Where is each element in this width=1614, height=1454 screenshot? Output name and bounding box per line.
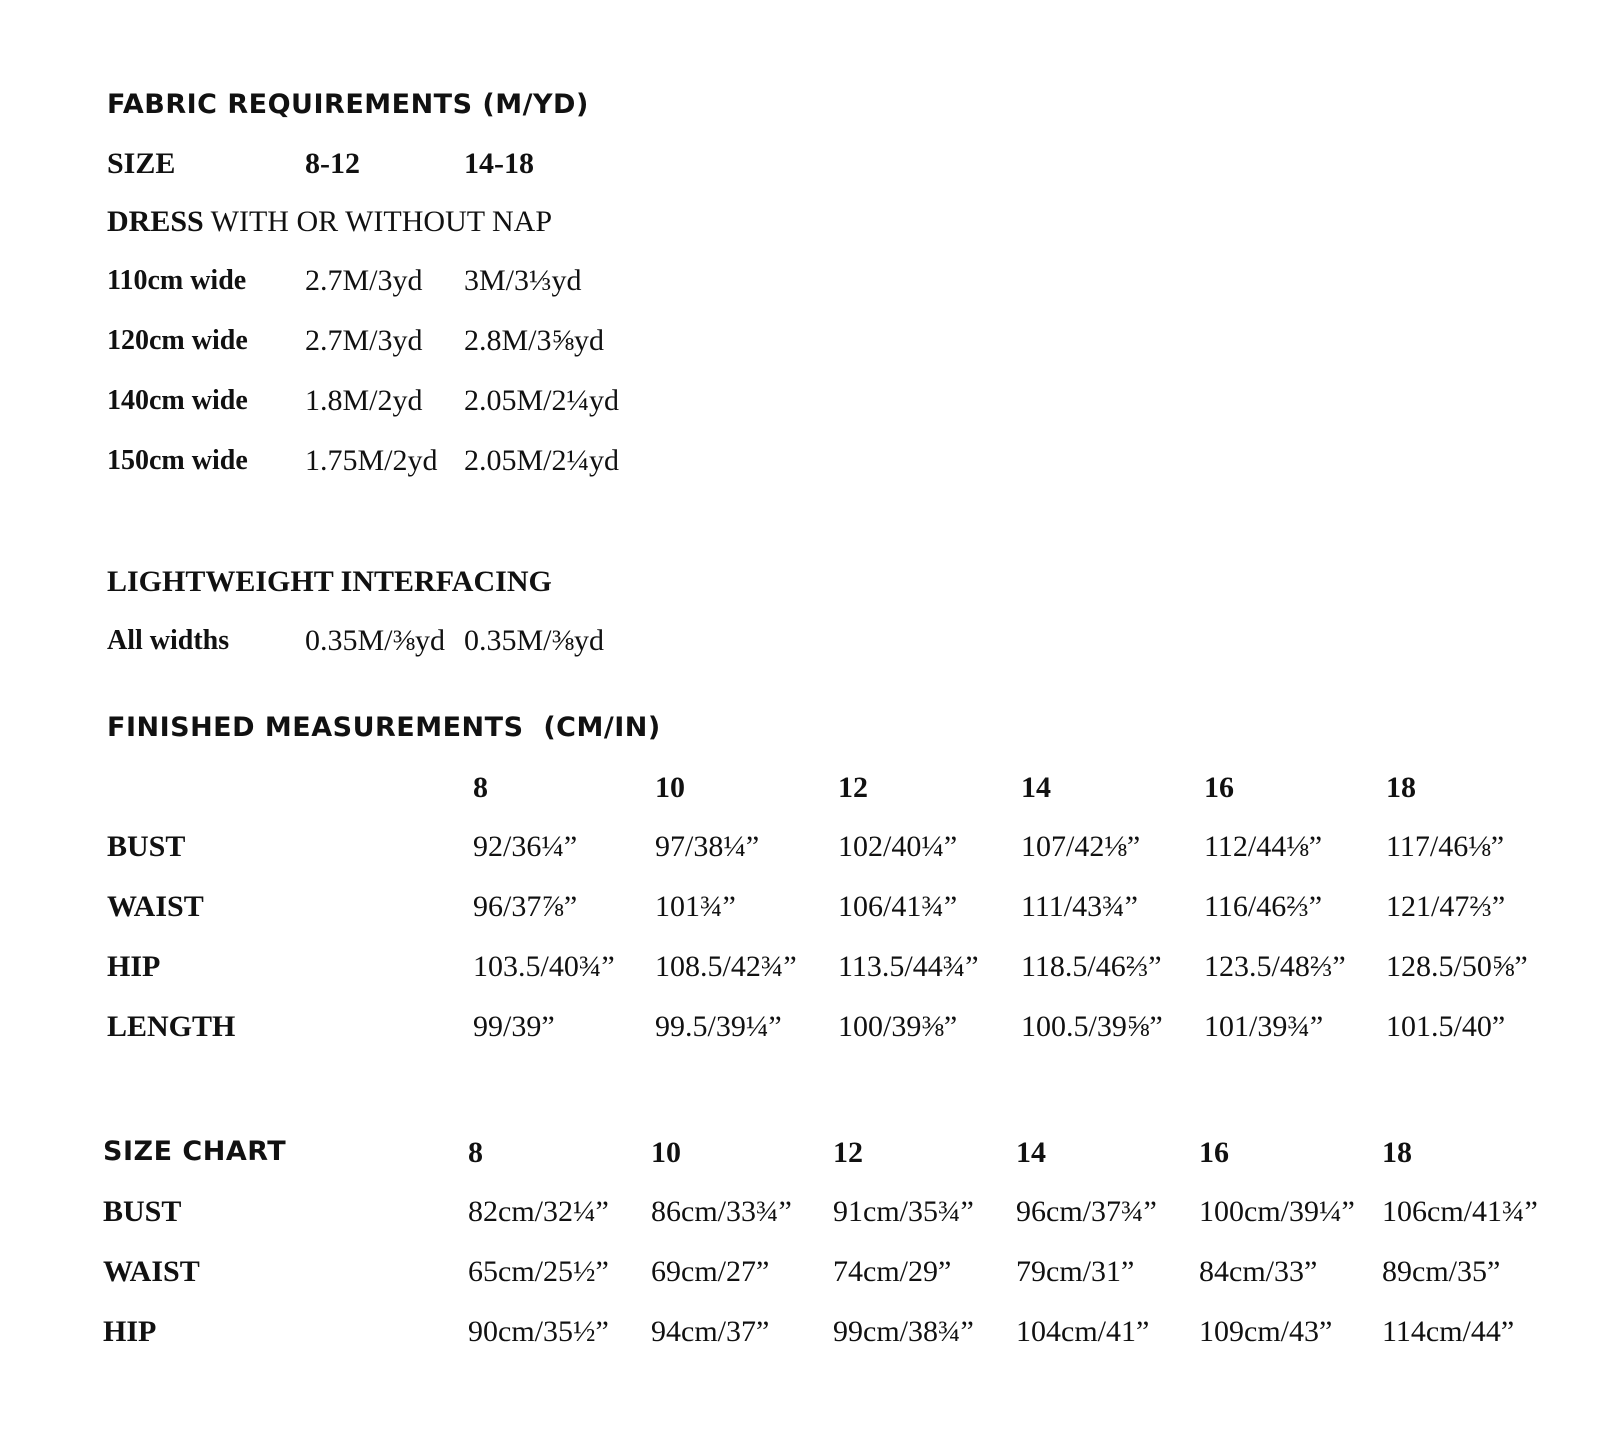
fabric-row-value: 2.05M/2¼yd	[464, 444, 620, 477]
fabric-row-value: 2.7M/3yd	[305, 324, 423, 357]
size-chart-size-header: 18	[1382, 1136, 1412, 1169]
fabric-row-value: 2.05M/2¼yd	[464, 384, 620, 417]
finished-row-label: BUST	[107, 830, 186, 863]
finished-size-header: 10	[655, 771, 685, 804]
fabric-row-value: 1.75M/2yd	[305, 444, 438, 477]
interfacing-row-label: All widths	[107, 625, 230, 656]
finished-size-header: 12	[838, 771, 868, 804]
finished-cell: 99/39”	[473, 1010, 555, 1043]
finished-size-header: 8	[473, 771, 488, 804]
finished-cell: 102/40¼”	[838, 830, 958, 863]
size-chart-cell: 99cm/38¾”	[833, 1315, 974, 1348]
dress-label-rest: WITH OR WITHOUT NAP	[203, 205, 553, 238]
size-chart-cell: 106cm/41¾”	[1382, 1195, 1538, 1228]
finished-cell: 111/43¾”	[1021, 890, 1138, 923]
size-chart-cell: 74cm/29”	[833, 1255, 952, 1288]
finished-cell: 121/47⅔”	[1386, 890, 1506, 923]
finished-size-header: 16	[1204, 771, 1234, 804]
size-chart-size-header: 14	[1016, 1136, 1046, 1169]
finished-cell: 100.5/39⅝”	[1021, 1010, 1163, 1043]
size-chart-row-label: HIP	[103, 1315, 157, 1348]
finished-cell: 108.5/42¾”	[655, 950, 797, 983]
finished-measurements-heading: FINISHED MEASUREMENTS (CM/IN)	[107, 712, 661, 743]
finished-cell: 101/39¾”	[1204, 1010, 1324, 1043]
size-chart-cell: 100cm/39¼”	[1199, 1195, 1355, 1228]
size-chart-cell: 96cm/37¾”	[1016, 1195, 1157, 1228]
size-chart-size-header: 12	[833, 1136, 863, 1169]
size-chart-size-header: 8	[468, 1136, 483, 1169]
finished-cell: 92/36¼”	[473, 830, 578, 863]
size-chart-cell: 109cm/43”	[1199, 1315, 1333, 1348]
finished-cell: 128.5/50⅝”	[1386, 950, 1528, 983]
size-chart-cell: 84cm/33”	[1199, 1255, 1318, 1288]
size-chart-cell: 86cm/33¾”	[651, 1195, 792, 1228]
finished-cell: 116/46⅔”	[1204, 890, 1323, 923]
finished-cell: 112/44⅛”	[1204, 830, 1323, 863]
finished-cell: 100/39⅜”	[838, 1010, 958, 1043]
finished-cell: 101¾”	[655, 890, 736, 923]
finished-cell: 106/41¾”	[838, 890, 958, 923]
finished-cell: 117/46⅛”	[1386, 830, 1505, 863]
size-col-14-18: 14-18	[464, 147, 534, 180]
interfacing-row-value: 0.35M/⅜yd	[464, 624, 605, 657]
fabric-row-label: 140cm wide	[107, 385, 248, 416]
dress-label-bold: DRESS	[107, 205, 204, 238]
size-chart-cell: 82cm/32¼”	[468, 1195, 609, 1228]
fabric-row-value: 2.8M/3⅝yd	[464, 324, 605, 357]
finished-cell: 97/38¼”	[655, 830, 760, 863]
size-chart-cell: 79cm/31”	[1016, 1255, 1135, 1288]
finished-cell: 96/37⅞”	[473, 890, 578, 923]
size-col-8-12: 8-12	[305, 147, 360, 180]
finished-cell: 107/42⅛”	[1021, 830, 1141, 863]
fabric-row-label: 110cm wide	[107, 265, 247, 296]
finished-size-header: 14	[1021, 771, 1051, 804]
size-chart-cell: 104cm/41”	[1016, 1315, 1150, 1348]
finished-row-label: HIP	[107, 950, 161, 983]
finished-size-header: 18	[1386, 771, 1416, 804]
finished-cell: 123.5/48⅔”	[1204, 950, 1346, 983]
fabric-requirements-heading: FABRIC REQUIREMENTS (M/YD)	[107, 89, 589, 120]
size-label: SIZE	[107, 147, 176, 180]
size-chart-cell: 94cm/37”	[651, 1315, 770, 1348]
finished-cell: 103.5/40¾”	[473, 950, 615, 983]
interfacing-row-value: 0.35M/⅜yd	[305, 624, 446, 657]
size-chart-row-label: WAIST	[103, 1255, 200, 1288]
finished-cell: 101.5/40”	[1386, 1010, 1506, 1043]
size-chart-cell: 89cm/35”	[1382, 1255, 1501, 1288]
interfacing-heading: LIGHTWEIGHT INTERFACING	[107, 565, 552, 598]
finished-cell: 113.5/44¾”	[838, 950, 979, 983]
finished-cell: 118.5/46⅔”	[1021, 950, 1162, 983]
size-chart-row-label: BUST	[103, 1195, 182, 1228]
size-chart-cell: 114cm/44”	[1382, 1315, 1515, 1348]
size-chart-cell: 90cm/35½”	[468, 1315, 609, 1348]
size-chart-heading: SIZE CHART	[103, 1136, 287, 1167]
size-chart-size-header: 16	[1199, 1136, 1229, 1169]
fabric-row-value: 1.8M/2yd	[305, 384, 423, 417]
fabric-row-value: 3M/3⅓yd	[464, 264, 582, 297]
size-chart-cell: 69cm/27”	[651, 1255, 770, 1288]
fabric-row-label: 150cm wide	[107, 445, 248, 476]
size-chart-cell: 65cm/25½”	[468, 1255, 609, 1288]
dress-label	[107, 207, 552, 237]
finished-cell: 99.5/39¼”	[655, 1010, 782, 1043]
finished-row-label: WAIST	[107, 890, 204, 923]
size-chart-cell: 91cm/35¾”	[833, 1195, 974, 1228]
fabric-row-label: 120cm wide	[107, 325, 248, 356]
fabric-row-value: 2.7M/3yd	[305, 264, 423, 297]
finished-row-label: LENGTH	[107, 1010, 236, 1043]
size-chart-size-header: 10	[651, 1136, 681, 1169]
